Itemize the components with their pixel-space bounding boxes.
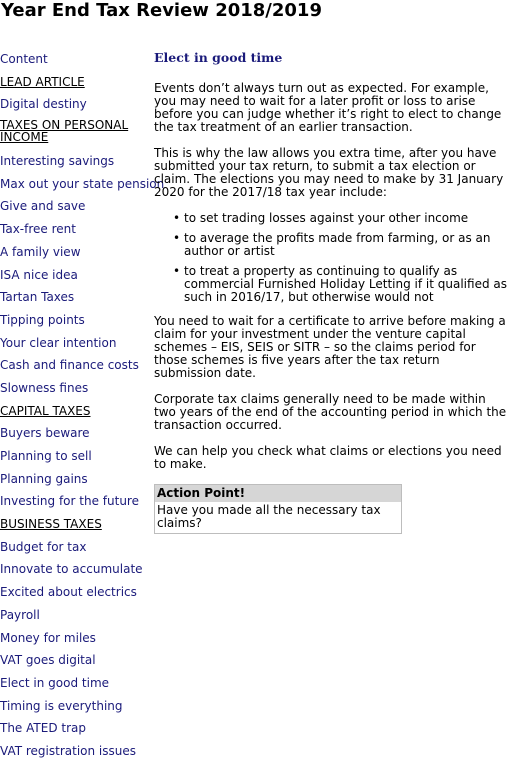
article-paragraph: You need to wait for a certificate to arrive before making a claim for your investment under the venture capital schemes – EIS, SEIS or SITR – so the claims period for those schemes is five years after the tax return submission date. — [154, 314, 506, 380]
sidebar-item-tartan-taxes[interactable]: Tartan Taxes — [0, 290, 75, 305]
article-paragraph: This is why the law allows you extra time, after you have submitted your tax return, to submit a tax election or claim. The elections you may need to make by 31 January 2020 for the 2017/18 tax year include: — [154, 146, 504, 199]
sidebar-item-your-clear-intention[interactable]: Your clear intention — [0, 335, 117, 350]
sidebar-section-taxes-personal-income: TAXES ON PERSONAL INCOME — [0, 118, 129, 145]
article-heading: Elect in good time — [154, 50, 283, 65]
sidebar-item-planning-to-sell[interactable]: Planning to sell — [0, 449, 92, 463]
sidebar-item-investing-for-the-future[interactable]: Investing for the future — [0, 494, 139, 509]
bullet-icon: • — [173, 264, 181, 278]
page-title: Year End Tax Review 2018/2019 — [1, 0, 322, 21]
sidebar-section-lead-article: LEAD ARTICLE — [0, 74, 85, 89]
sidebar-item-tipping-points[interactable]: Tipping points — [0, 312, 85, 327]
list-item — [173, 211, 510, 225]
sidebar-item-timing-is-everything[interactable]: Timing is everything — [0, 698, 123, 713]
sidebar-item-max-out-state-pension[interactable]: Max out your state pension — [0, 176, 165, 191]
list-item-text: to average the profits made from farming, or as an author or artist — [184, 231, 491, 258]
action-point-text: Have you made all the necessary tax claims? — [157, 503, 381, 530]
sidebar-item-cash-and-finance-costs[interactable]: Cash and finance costs — [0, 358, 139, 373]
sidebar-item-content[interactable]: Content — [0, 52, 48, 66]
sidebar-item-innovate-to-accumulate[interactable]: Innovate to accumulate — [0, 562, 143, 577]
sidebar-item-interesting-savings[interactable]: Interesting savings — [0, 154, 115, 169]
sidebar-item-elect-in-good-time[interactable]: Elect in good time — [0, 675, 110, 690]
article-paragraph: We can help you check what claims or elections you need to make. — [154, 444, 502, 471]
article-content — [154, 50, 510, 534]
sidebar-item-buyers-beware[interactable]: Buyers beware — [0, 426, 90, 441]
list-item-text: to treat a property as continuing to qualify as commercial Furnished Holiday Letting if it qualified as such in 2016/17, but otherwise would not — [184, 264, 507, 304]
sidebar-section-capital-taxes: CAPITAL TAXES — [0, 403, 91, 418]
action-point-box — [154, 484, 402, 534]
sidebar-item-vat-goes-digital[interactable]: VAT goes digital — [0, 653, 96, 668]
sidebar-item-vat-registration-issues[interactable]: VAT registration issues — [0, 743, 136, 758]
sidebar-item-planning-gains[interactable]: Planning gains — [0, 471, 88, 486]
sidebar-item-slowness-fines[interactable]: Slowness fines — [0, 380, 89, 395]
sidebar-item-the-ated-trap[interactable]: The ATED trap — [0, 721, 86, 736]
list-item-text: to set trading losses against your other income — [184, 211, 469, 225]
sidebar-item-payroll[interactable]: Payroll — [0, 607, 40, 622]
bullet-icon: • — [173, 231, 181, 245]
sidebar-item-budget-for-tax[interactable]: Budget for tax — [0, 539, 87, 554]
sidebar-item-tax-free-rent[interactable]: Tax-free rent — [0, 222, 76, 237]
sidebar-item-excited-about-electrics[interactable]: Excited about electrics — [0, 585, 137, 600]
sidebar-item-give-and-save[interactable]: Give and save — [0, 199, 86, 214]
article-paragraph: Corporate tax claims generally need to be made within two years of the end of the accounting period in which the transaction occurred. — [154, 392, 507, 432]
sidebar-item-a-family-view[interactable]: A family view — [0, 244, 81, 259]
bullet-icon: • — [173, 211, 181, 225]
elections-list — [154, 212, 510, 304]
sidebar-item-digital-destiny[interactable]: Digital destiny — [0, 97, 87, 112]
sidebar-nav — [0, 48, 165, 763]
sidebar-section-business-taxes: BUSINESS TAXES — [0, 517, 102, 532]
list-item — [173, 231, 510, 258]
article-paragraph: Events don’t always turn out as expected. For example, you may need to wait for a later profit or loss to arise before you can judge whether it’s right to elect to change the tax treatment of an earlier transaction. — [154, 81, 502, 134]
action-point-title: Action Point! — [155, 485, 401, 502]
sidebar-item-isa-nice-idea[interactable]: ISA nice idea — [0, 267, 78, 282]
sidebar-item-money-for-miles[interactable]: Money for miles — [0, 630, 96, 645]
list-item — [173, 264, 510, 304]
